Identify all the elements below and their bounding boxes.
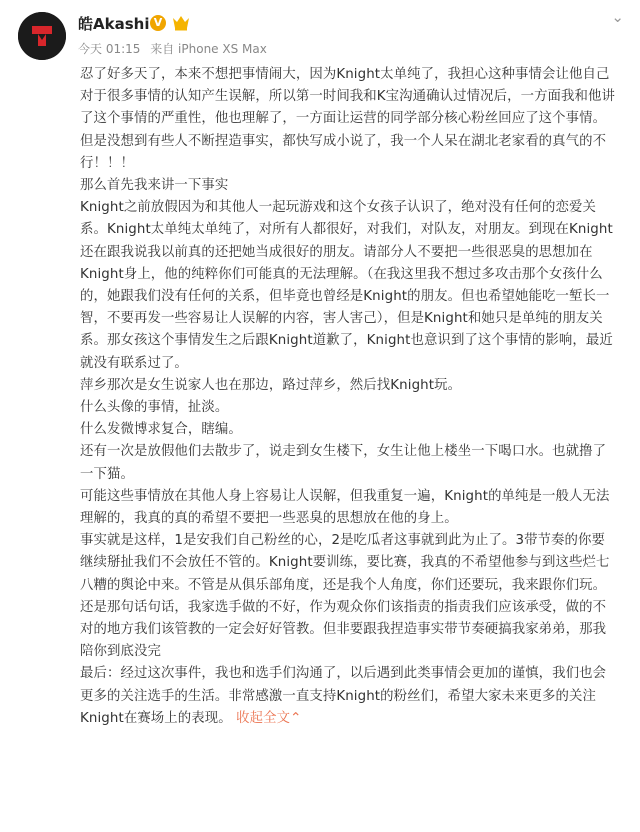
paragraph: 还是那句话句话，我家选手做的不好，作为观众你们该指责的指责我们应该承受，做的不对的地方我们该管教的一定会好好管教。但非要跟我捏造事实带节奏硬搞我家弟弟，那我陪你到底没完 — [80, 599, 607, 660]
paragraph-last — [80, 663, 616, 730]
collapse-arrow-icon: ⌃ — [290, 710, 302, 726]
post-header — [0, 0, 640, 66]
post-time: 今天 01:15 — [78, 42, 141, 56]
team-logo-icon — [18, 12, 66, 60]
chevron-down-icon[interactable]: ⌄ — [611, 8, 624, 26]
collapse-label: 收起全文 — [236, 710, 291, 726]
paragraph: 事实就是这样，1是安我们自己粉丝的心，2是吃瓜者这事就到此为止了。3带节奏的你要继续掰扯我们不会放任不管的。Knight要训练，要比赛，我真的不希望他参与到这些烂七八糟的舆论中来。不管是从俱乐部角度，还是我个人角度，你们还要玩，我来跟你们玩。 — [80, 533, 610, 593]
post-meta — [78, 40, 267, 57]
paragraph: 萍乡那次是女生说家人也在那边，路过萍乡，然后找Knight玩。 — [80, 377, 462, 393]
post-source[interactable]: 来自 iPhone XS Max — [150, 42, 267, 56]
avatar[interactable] — [18, 12, 66, 60]
verified-v-icon: V — [150, 15, 166, 31]
vip-badge-icon — [171, 14, 191, 32]
paragraph: Knight之前放假因为和其他人一起玩游戏和这个女孩子认识了，绝对没有任何的恋爱关系。Knight太单纯太单纯了，对所有人都很好，对我们，对队友，对朋友。到现在Knight还在跟我说我以前真的还把她当成很好的朋友。请部分人不要把一些很恶臭的思想加在Knight身上，他的纯粹你们可能真的无法理解。（在我这里我不想过多攻击那个女孩什么的，她跟我们没有任何的关系，但毕竟也曾经是Knight的朋友。但也希望她能吃一堑长一智，不要再发一些容易让人误解的内容，害人害己），但是Knight和她只是单纯的朋友关系。那女孩这个事情发生之后跟Knight道歉了，Knight也意识到了这个事情的影响，最近就没有联系过了。 — [80, 200, 613, 371]
paragraph: 什么发微博求复合，瞎编。 — [80, 422, 242, 438]
paragraph: 还有一次是放假他们去散步了，说走到女生楼下，女生让他上楼坐一下喝口水。也就撸了一下猫。 — [80, 444, 607, 482]
collapse-text-link[interactable] — [236, 711, 301, 726]
username[interactable]: 皓Akashi — [78, 15, 150, 33]
paragraph: 那么首先我来讲一下事实 — [80, 178, 229, 194]
paragraph: 可能这些事情放在其他人身上容易让人误解，但我重复一遍，Knight的单纯是一般人无法理解的，我真的真的希望不要把一些恶臭的思想放在他的身上。 — [80, 488, 610, 527]
paragraph: 忍了好多天了，本来不想把事情闹大，因为Knight太单纯了，我担心这种事情会让他自己对于很多事情的认知产生误解，所以第一时间我和K宝沟通确认过情况后，一方面我和他讲了这个事情的严重性，他也理解了，一方面让运营的同学部分核心粉丝回应了这个事情。但是没想到有些人不断捏造事实，都快写成小说了，我一个人呆在湖北老家看的真气的不行！！！ — [80, 67, 616, 171]
paragraph: 什么头像的事情，扯淡。 — [80, 400, 229, 416]
paragraph-text: 最后：经过这次事件，我也和选手们沟通了，以后遇到此类事情会更加的谨慎，我们也会更多的关注选手的生活。非常感激一直支持Knight的粉丝们，希望大家未来更多的关注Knight在赛场上的表现。 — [80, 666, 607, 726]
post-body — [80, 64, 616, 730]
